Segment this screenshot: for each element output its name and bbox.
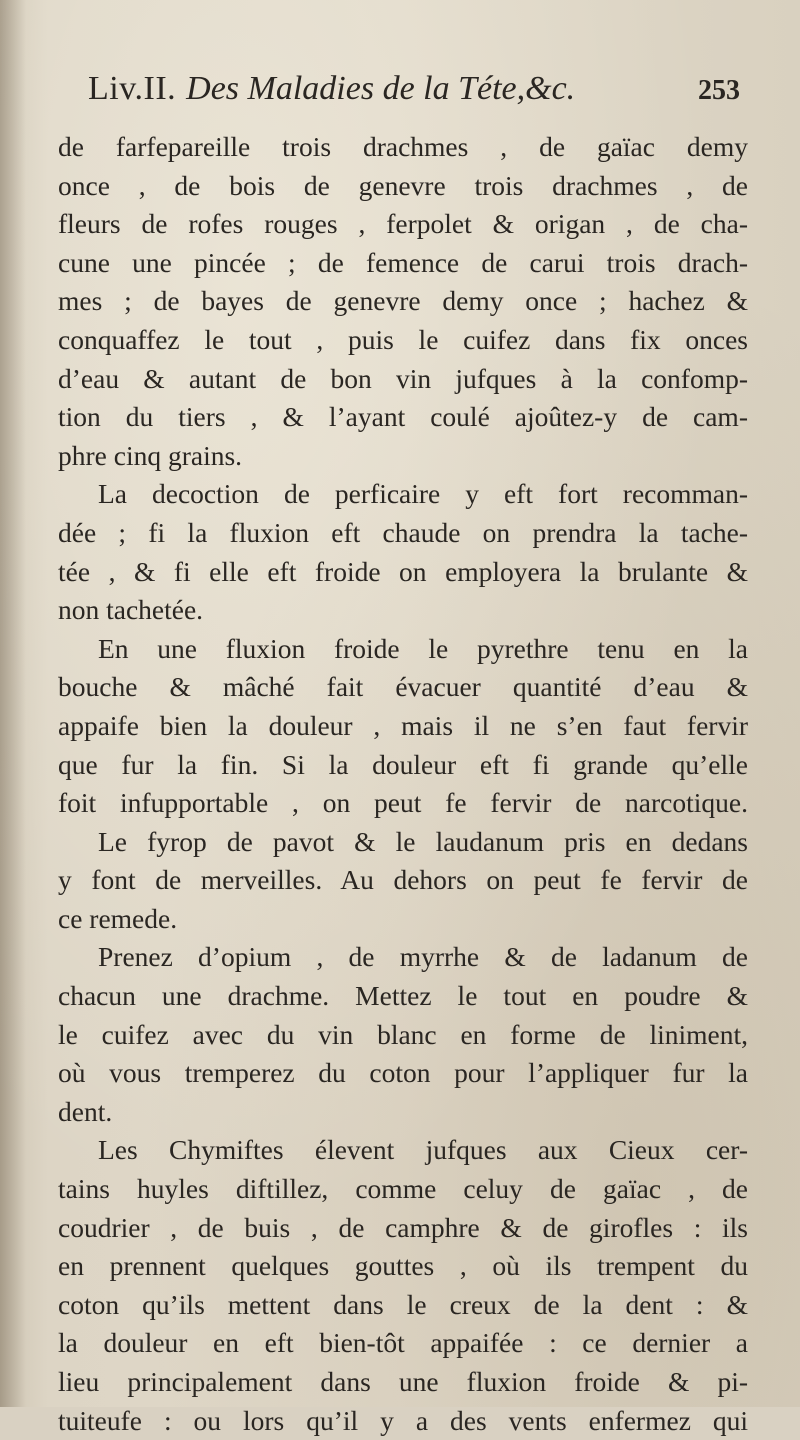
text-line: dent.	[58, 1095, 113, 1127]
text-line: mes ; de bayes de genevre demy once ; hachez &	[58, 285, 748, 317]
text-line: cune une pincée ; de femence de carui trois drach-	[58, 246, 748, 278]
chapter-title: Des Maladies de la Téte,&c.	[186, 70, 576, 107]
text-line: dée ; fi la fluxion eft chaude on prendra la tache-	[58, 516, 748, 548]
running-header	[58, 70, 748, 128]
text-line: de farfepareille trois drachmes , de gaïac demy	[58, 131, 748, 162]
text-line: lieu principalement dans une fluxion froide & pi-	[58, 1366, 748, 1397]
text-line: coton qu’ils mettent dans le creux de la dent : &	[58, 1288, 748, 1320]
text-line: fleurs de rofes rouges , ferpolet & origan , de cha-	[58, 208, 748, 240]
text-line: La decoction de perficaire y eft fort recomman-	[98, 478, 748, 510]
text-line: la douleur en eft bien-tôt appaifée : ce dernier a	[58, 1327, 748, 1359]
text-line: chacun une drachme. Mettez le tout en poudre &	[58, 980, 748, 1012]
text-line: once , de bois de genevre trois drachmes , de	[58, 169, 748, 201]
text-line: tion du tiers , & l’ayant coulé ajoûtez-y de cam-	[58, 401, 748, 433]
text-line: y font de merveilles. Au dehors on peut fe fervir de	[58, 864, 748, 896]
text-line: foit infupportable , on peut fe fervir de narcotique.	[58, 787, 748, 819]
text-line: non tachetée.	[58, 594, 204, 626]
text-line: bouche & mâché fait évacuer quantité d’eau &	[58, 671, 748, 703]
text-line: conquaffez le tout , puis le cuifez dans fix onces	[58, 323, 748, 355]
text-line: coudrier , de buis , de camphre & de girofles : ils	[58, 1211, 748, 1243]
spine-shadow	[0, 0, 26, 1407]
text-line: tée , & fi elle eft froide on employera la brulante &	[58, 555, 748, 587]
text-line: appaife bien la douleur , mais il ne s’en faut fervir	[58, 709, 748, 741]
book-number: Liv.II.	[88, 70, 177, 107]
text-line: que fur la fin. Si la douleur eft fi grande qu’elle	[58, 748, 748, 780]
body-text	[58, 128, 748, 1440]
text-line: Le fyrop de pavot & le laudanum pris en dedans	[98, 825, 748, 857]
text-line: ce remede.	[58, 902, 178, 934]
page-number: 253	[698, 75, 740, 106]
text-line: En une fluxion froide le pyrethre tenu en la	[98, 632, 748, 664]
text-line: phre cinq grains.	[58, 439, 243, 471]
text-line: d’eau & autant de bon vin jufques à la confomp-	[58, 362, 748, 394]
text-line: où vous tremperez du coton pour l’appliquer fur la	[58, 1057, 748, 1089]
text-line: Prenez d’opium , de myrrhe & de ladanum de	[98, 941, 748, 973]
text-line: en prennent quelques gouttes , où ils trempent du	[58, 1250, 748, 1282]
text-line: tains huyles diftillez, comme celuy de gaïac , de	[58, 1173, 748, 1205]
text-line: Les Chymiftes élevent jufques aux Cieux cer-	[98, 1134, 748, 1166]
text-line: le cuifez avec du vin blanc en forme de liniment,	[58, 1018, 748, 1050]
text-line: tuiteufe : ou lors qu’il y a des vents enfermez qui	[58, 1404, 748, 1436]
